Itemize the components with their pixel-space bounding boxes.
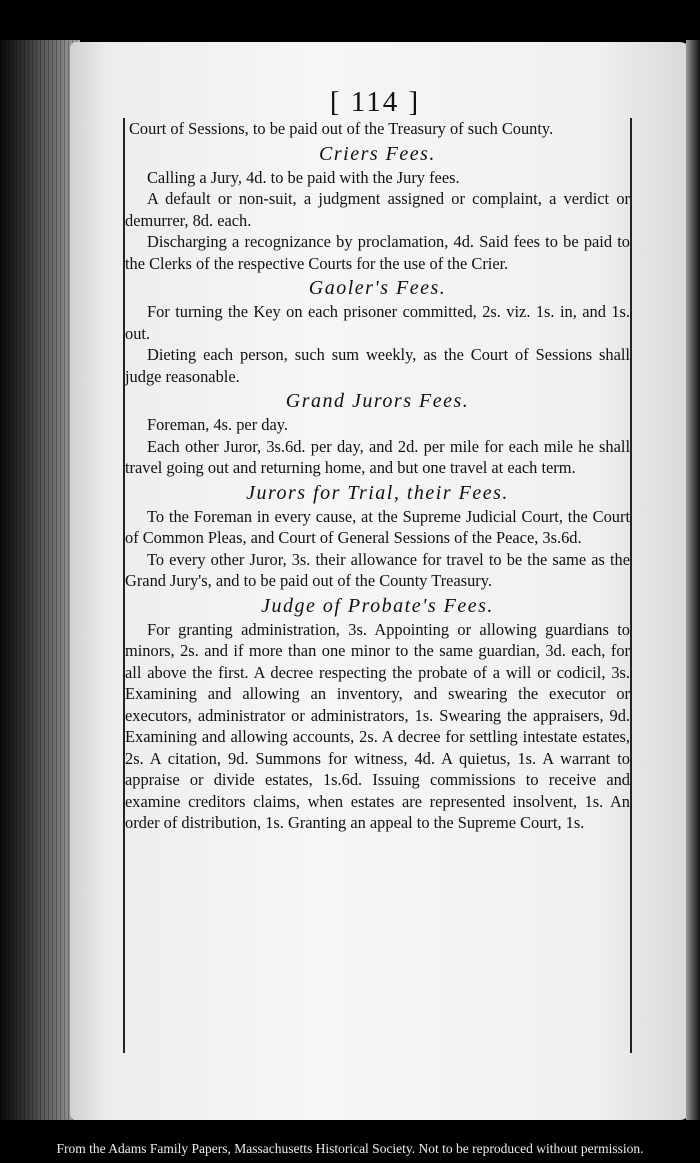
section-heading: Grand Jurors Fees. xyxy=(285,390,470,412)
printed-text-block xyxy=(123,118,632,1053)
paragraph: Discharging a recognizance by proclamation, 4d. Said fees to be paid to the Clerks of the respective Courts for the use of the Crier. xyxy=(125,232,630,273)
paragraph: Foreman, 4s. per day. xyxy=(147,415,288,434)
paragraph: Dieting each person, such sum weekly, as the Court of Sessions shall judge reasonable. xyxy=(125,345,630,386)
page-right-edge xyxy=(686,40,700,1120)
paragraph: To every other Juror, 3s. their allowance for travel to be the same as the Grand Jury's, and to be paid out of the County Treasury. xyxy=(125,549,630,590)
section-heading: Jurors for Trial, their Fees. xyxy=(246,481,509,504)
paragraph: Each other Juror, 3s.6d. per day, and 2d. per mile for each mile he shall travel going out and returning home, and but one travel at each term. xyxy=(125,436,630,477)
paragraph: A default or non-suit, a judgment assigned or complaint, a verdict or demurrer, 8d. each. xyxy=(125,189,630,230)
section-heading: Gaoler's Fees. xyxy=(308,277,447,299)
page-number: [ 114 ] xyxy=(329,86,421,118)
section-heading: Criers Fees. xyxy=(319,142,436,165)
paragraph: For granting administration, 3s. Appointing or allowing guardians to minors, 2s. and if more than one minor to the same guardian, 3d. each, for all above the first. A decree respecting the probate of a will or codicil, 3s. Examining and allowing an inventory, and swearing the executor or executors, administrator or administrators, 1s. Swearing the appraisers, 9d. Examining and allowing accounts, 2s. A decree for settling intestate estates, 2s. A citation, 9d. Summons for witness, 4d. A quietus, 1s. A warrant to appraise or divide estates, 1s.6d. Issuing commissions to receive and examine creditors claims, when estates are represented insolvent, 1s. An order of distribution, 1s. Granting an appeal to the Supreme Court, 1s. xyxy=(125,619,630,832)
paragraph: To the Foreman in every cause, at the Supreme Judicial Court, the Court of Common Pleas, and Court of General Sessions of the Peace, 3s.6d. xyxy=(125,506,630,547)
paragraph: Court of Sessions, to be paid out of the Treasury of such County. xyxy=(129,119,554,138)
book-spine-edge xyxy=(0,40,80,1120)
paragraph: Calling a Jury, 4d. to be paid with the Jury fees. xyxy=(147,167,460,187)
section-heading: Judge of Probate's Fees. xyxy=(261,594,494,617)
paragraph: For turning the Key on each prisoner committed, 2s. viz. 1s. in, and 1s. out. xyxy=(125,302,630,343)
copyright-caption: From the Adams Family Papers, Massachusetts Historical Society. Not to be reproduced without permission. xyxy=(56,1141,644,1156)
